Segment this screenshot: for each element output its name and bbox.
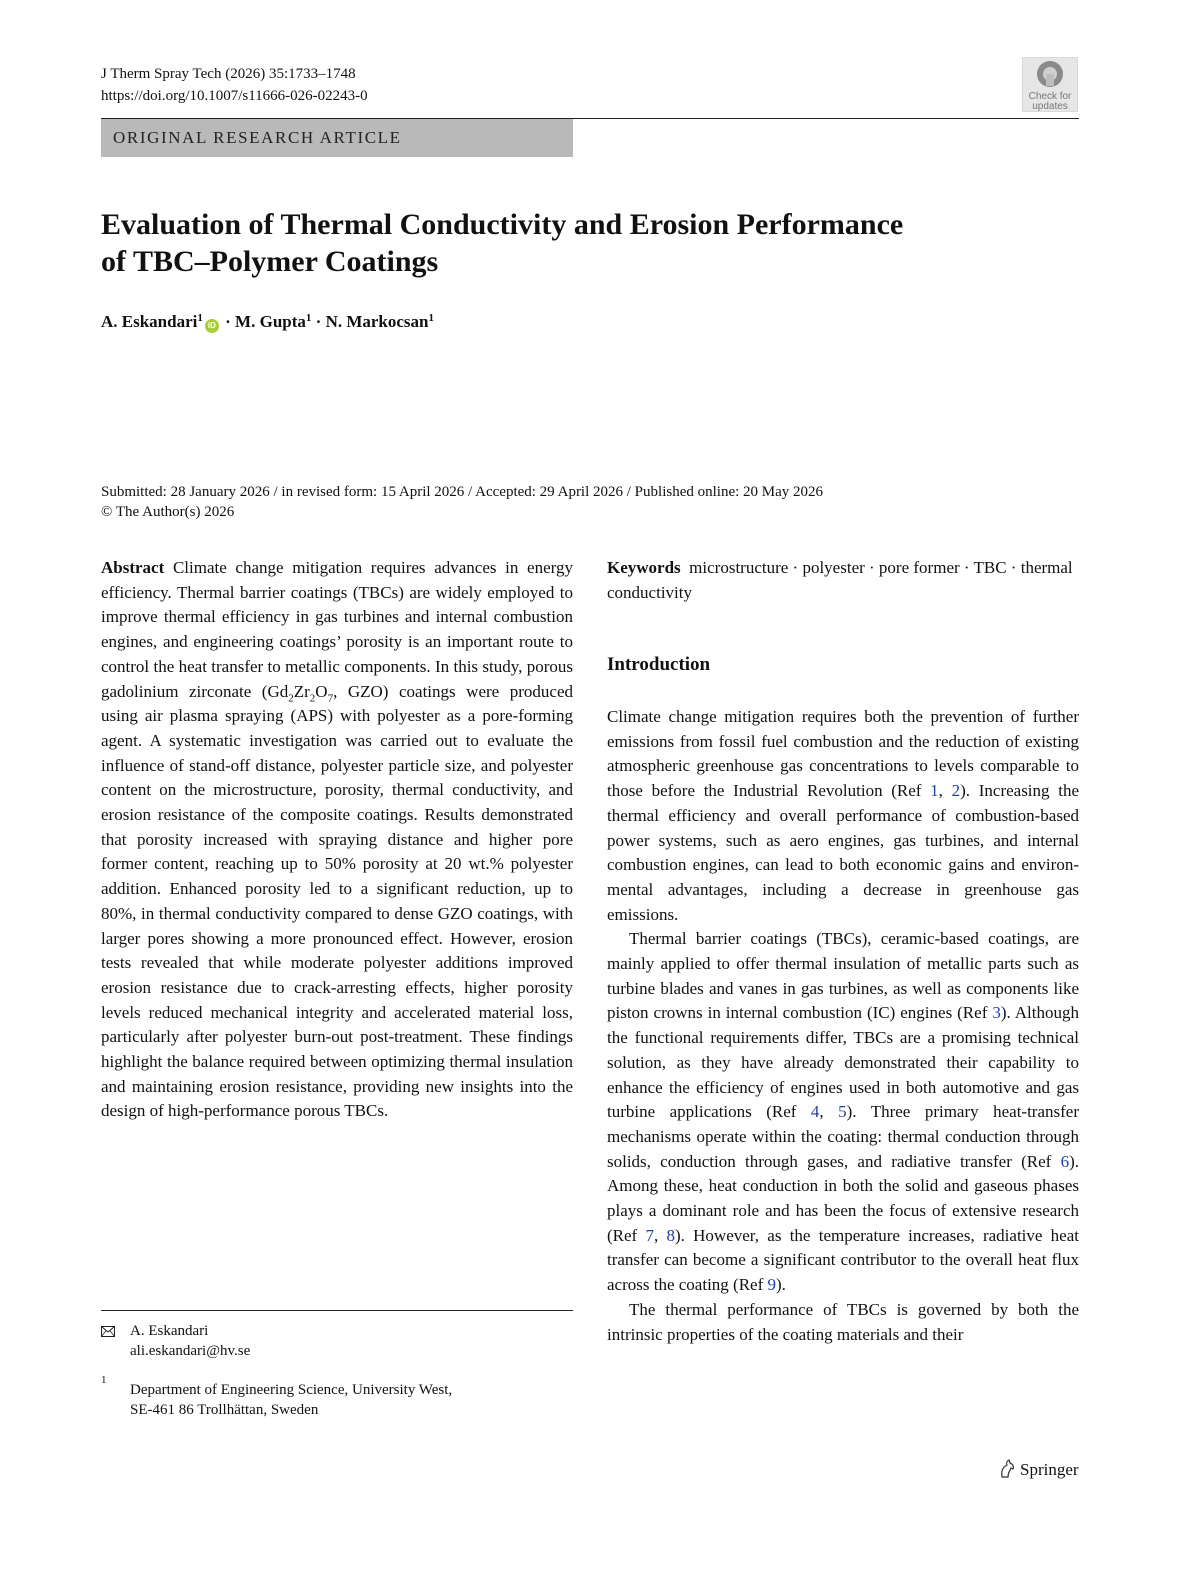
author-affiliation-mark: 1 bbox=[305, 312, 312, 324]
formula-o: O bbox=[315, 681, 328, 701]
keywords-text: microstructure · polyester · pore former · TBC · thermal conductivity bbox=[607, 558, 1073, 602]
reference-link[interactable]: 7 bbox=[645, 1225, 654, 1245]
article-type-label: ORIGINAL RESEARCH ARTICLE bbox=[113, 128, 402, 147]
paragraph-text: ). Increasing the thermal efficiency and overall performance of combustion-based power systems, such as aero engines, gas turbines, and internal combustion engines, can lead to both economic gains and environmental advantages, including a decrease in greenhouse gas emissions. bbox=[607, 781, 1079, 924]
reference-link[interactable]: 5 bbox=[838, 1102, 847, 1122]
paragraph-text: Climate change mitigation requires both the prevention of further emissions from fossil fuel combustion and the reduction of existing atmospheric greenhouse gas concentrations to levels comparable to those before the Industrial Revolution (Ref bbox=[607, 707, 1079, 801]
author-list: A. Eskandari$^1$iD · M. Gupta$^1$ · N. Markocsan$^1$ bbox=[101, 312, 435, 331]
check-for-updates-badge[interactable] bbox=[1022, 57, 1078, 112]
affiliation-line: Department of Engineering Science, University West, bbox=[130, 1382, 453, 1398]
publisher-name: Springer bbox=[1020, 1460, 1079, 1479]
reference-link[interactable]: 2 bbox=[951, 781, 961, 801]
keywords bbox=[607, 556, 1079, 605]
article-type-band bbox=[101, 119, 573, 157]
paragraph-text: ). Among these, heat conduction in both the solid and gaseous phases plays a dominant role and has been the focus of extensive research (Ref bbox=[607, 1151, 1079, 1245]
paragraph: The thermal performance of TBCs is governed by both the intrinsic properties of the coating materials and their bbox=[607, 1299, 1079, 1344]
author-name[interactable]: M. Gupta bbox=[235, 312, 306, 331]
footnote-rule bbox=[101, 1310, 573, 1311]
reference-link[interactable]: 4 bbox=[810, 1102, 820, 1122]
paragraph-text: ). Although the functional requirements differ, TBCs are a promising technical solution, as they have already demonstrated their capability to enhance the efficiency of engines used in both automotive and gas turbine applications (Ref bbox=[607, 1003, 1079, 1122]
reference-link[interactable]: 8 bbox=[666, 1225, 675, 1245]
formula-gd: Gd bbox=[267, 681, 289, 701]
paragraph-text: ). However, as the temperature increases, radiative heat transfer can become a significant contributor to the overall heat flux across the coating (Ref bbox=[607, 1225, 1080, 1295]
title-line-2: of TBC–Polymer Coatings bbox=[101, 245, 439, 278]
doi-link[interactable]: https://doi.org/10.1007/s11666-026-02243-0 bbox=[101, 88, 368, 104]
keywords-label: Keywords bbox=[607, 558, 681, 577]
crossmark-icon bbox=[1022, 57, 1078, 112]
paragraph: Thermal barrier coatings (TBCs), ceramic-based coatings, are mainly applied to offer thermal insulation of metallic parts such as turbine blades and vanes in gas turbines, as well as components like piston crowns in internal combustion (IC) engines (Ref 3). Although the functional requirements differ, TBCs are a promising technical solution, as they have already demonstrated their capability to enhance the efficiency of engines used in both automotive and gas turbine applications (Ref 4, 5). Three primary heat-transfer mechanisms operate within the coating: thermal conduction through solids, conduction through gases, and radiative transfer (Ref 6). Among these, heat conduction in both the solid and gaseous phases plays a dominant role and has been the focus of extensive research (Ref 7, 8). However, as the temperature increases, radiative heat transfer can become a significant contributor to the overall heat flux across the coating (Ref 9). bbox=[607, 929, 1080, 1295]
submission-dates: Submitted: 28 January 2026 / in revised form: 15 April 2026 / Accepted: 29 April 2026 / Published online: 20 May 2026 bbox=[101, 484, 824, 500]
affiliation-number: 1 bbox=[101, 1374, 107, 1386]
abstract-text-continued: , GZO) coatings were produced using air plasma spraying (APS) with polyester as a pore-forming agent. A systematic investigation was carried out to evaluate the influence of stand-off distance, polyester particle size, and polyester content on the microstructure, porosity, thermal conductivity, and erosion resistance of the composite coatings. Results demonstrated that porosity increased with spraying distance and higher pore former content, reaching up to 50% porosity at 20 wt.% polyester addition. Enhanced porosity led to a significant reduction, up to 80%, in thermal conductivity compared to dense GZO coatings, with larger pores showing a more pronounced effect. However, erosion tests revealed that while moderate polyester additions improved erosion resistance due to crack-arresting effects, higher porosity levels reduced mechanical integrity and accelerated material loss, particularly after polyester burn-out post-treatment. These findings highlight the balance required between optimizing thermal insulation and maintaining erosion resistance, providing new insights into the design of high-performance porous TBCs. bbox=[101, 681, 573, 1121]
author-affiliation-mark: 1 bbox=[428, 312, 435, 324]
springer-horse-icon bbox=[998, 1459, 1016, 1479]
orcid-icon[interactable]: iD bbox=[205, 319, 219, 333]
formula-subscript: 2 bbox=[288, 691, 294, 704]
abstract-text: Climate change mitigation requires advances in energy efficiency. Thermal barrier coatings (TBCs) are widely employed to improve thermal efficiency in gas turbines and internal combustion engines, and engineering coatings’ porosity is an important route to control the heat transfer to metallic components. In this study, porous gadolinium zirconate ( bbox=[101, 558, 574, 701]
paragraph-text: ). Three primary heat-transfer mechanisms operate within the coating: thermal conduction through solids, conduction through gases, and radiative transfer (Ref bbox=[607, 1102, 1079, 1171]
paragraph-text: Thermal barrier coatings (TBCs), ceramic-based coatings, are mainly applied to offer thermal insulation of metallic parts such as turbine blades and vanes in gas turbines, as well as components like piston crowns in internal combustion (IC) engines (Ref bbox=[607, 929, 1079, 1023]
paragraph-text: ). bbox=[776, 1275, 786, 1295]
formula-zr: Zr bbox=[293, 681, 310, 701]
section-heading-introduction: Introduction bbox=[607, 654, 711, 675]
affiliation-line: SE-461 86 Trollhättan, Sweden bbox=[130, 1402, 319, 1418]
reference-link[interactable]: 1 bbox=[930, 781, 939, 801]
formula-subscript: 2 bbox=[309, 691, 316, 704]
abstract-label: Abstract bbox=[101, 558, 165, 577]
reference-link[interactable]: 3 bbox=[992, 1003, 1001, 1023]
corresponding-author-email[interactable]: ali.eskandari@hv.se bbox=[130, 1343, 251, 1359]
reference-link[interactable]: 6 bbox=[1060, 1151, 1070, 1171]
paragraph: Climate change mitigation requires both the prevention of further emissions from fossil fuel combustion and the reduction of existing atmospheric greenhouse gas concentrations to levels comparable to those before the Industrial Revolution (Ref 1, 2). Increasing the thermal efficiency and overall performance of combustion-based power systems, such as aero engines, gas turbines, and internal combustion engines, can lead to both economic gains and environmental advantages, including a decrease in greenhouse gas emissions. bbox=[607, 707, 1079, 924]
publisher-logo bbox=[998, 1459, 1079, 1480]
author-affiliation-mark: 1 bbox=[197, 312, 203, 324]
author-name[interactable]: N. Markocsan bbox=[325, 312, 429, 331]
introduction-body bbox=[607, 705, 1079, 1347]
paper-title bbox=[101, 206, 1081, 280]
journal-citation: J Therm Spray Tech (2026) 35:1733–1748 bbox=[101, 66, 356, 82]
crossmark-label-2: updates bbox=[1032, 101, 1068, 112]
title-line-1: Evaluation of Thermal Conductivity and Erosion Performance bbox=[101, 208, 904, 241]
reference-link[interactable]: 9 bbox=[767, 1275, 776, 1295]
envelope-icon bbox=[101, 1326, 115, 1337]
abstract bbox=[101, 556, 573, 1124]
crossmark-label-1: Check for bbox=[1028, 91, 1072, 102]
author-name[interactable]: A. Eskandari bbox=[101, 312, 198, 331]
copyright-notice: © The Author(s) 2026 bbox=[101, 504, 235, 520]
formula-subscript: 7 bbox=[327, 691, 334, 704]
corresponding-author-name: A. Eskandari bbox=[130, 1323, 209, 1339]
